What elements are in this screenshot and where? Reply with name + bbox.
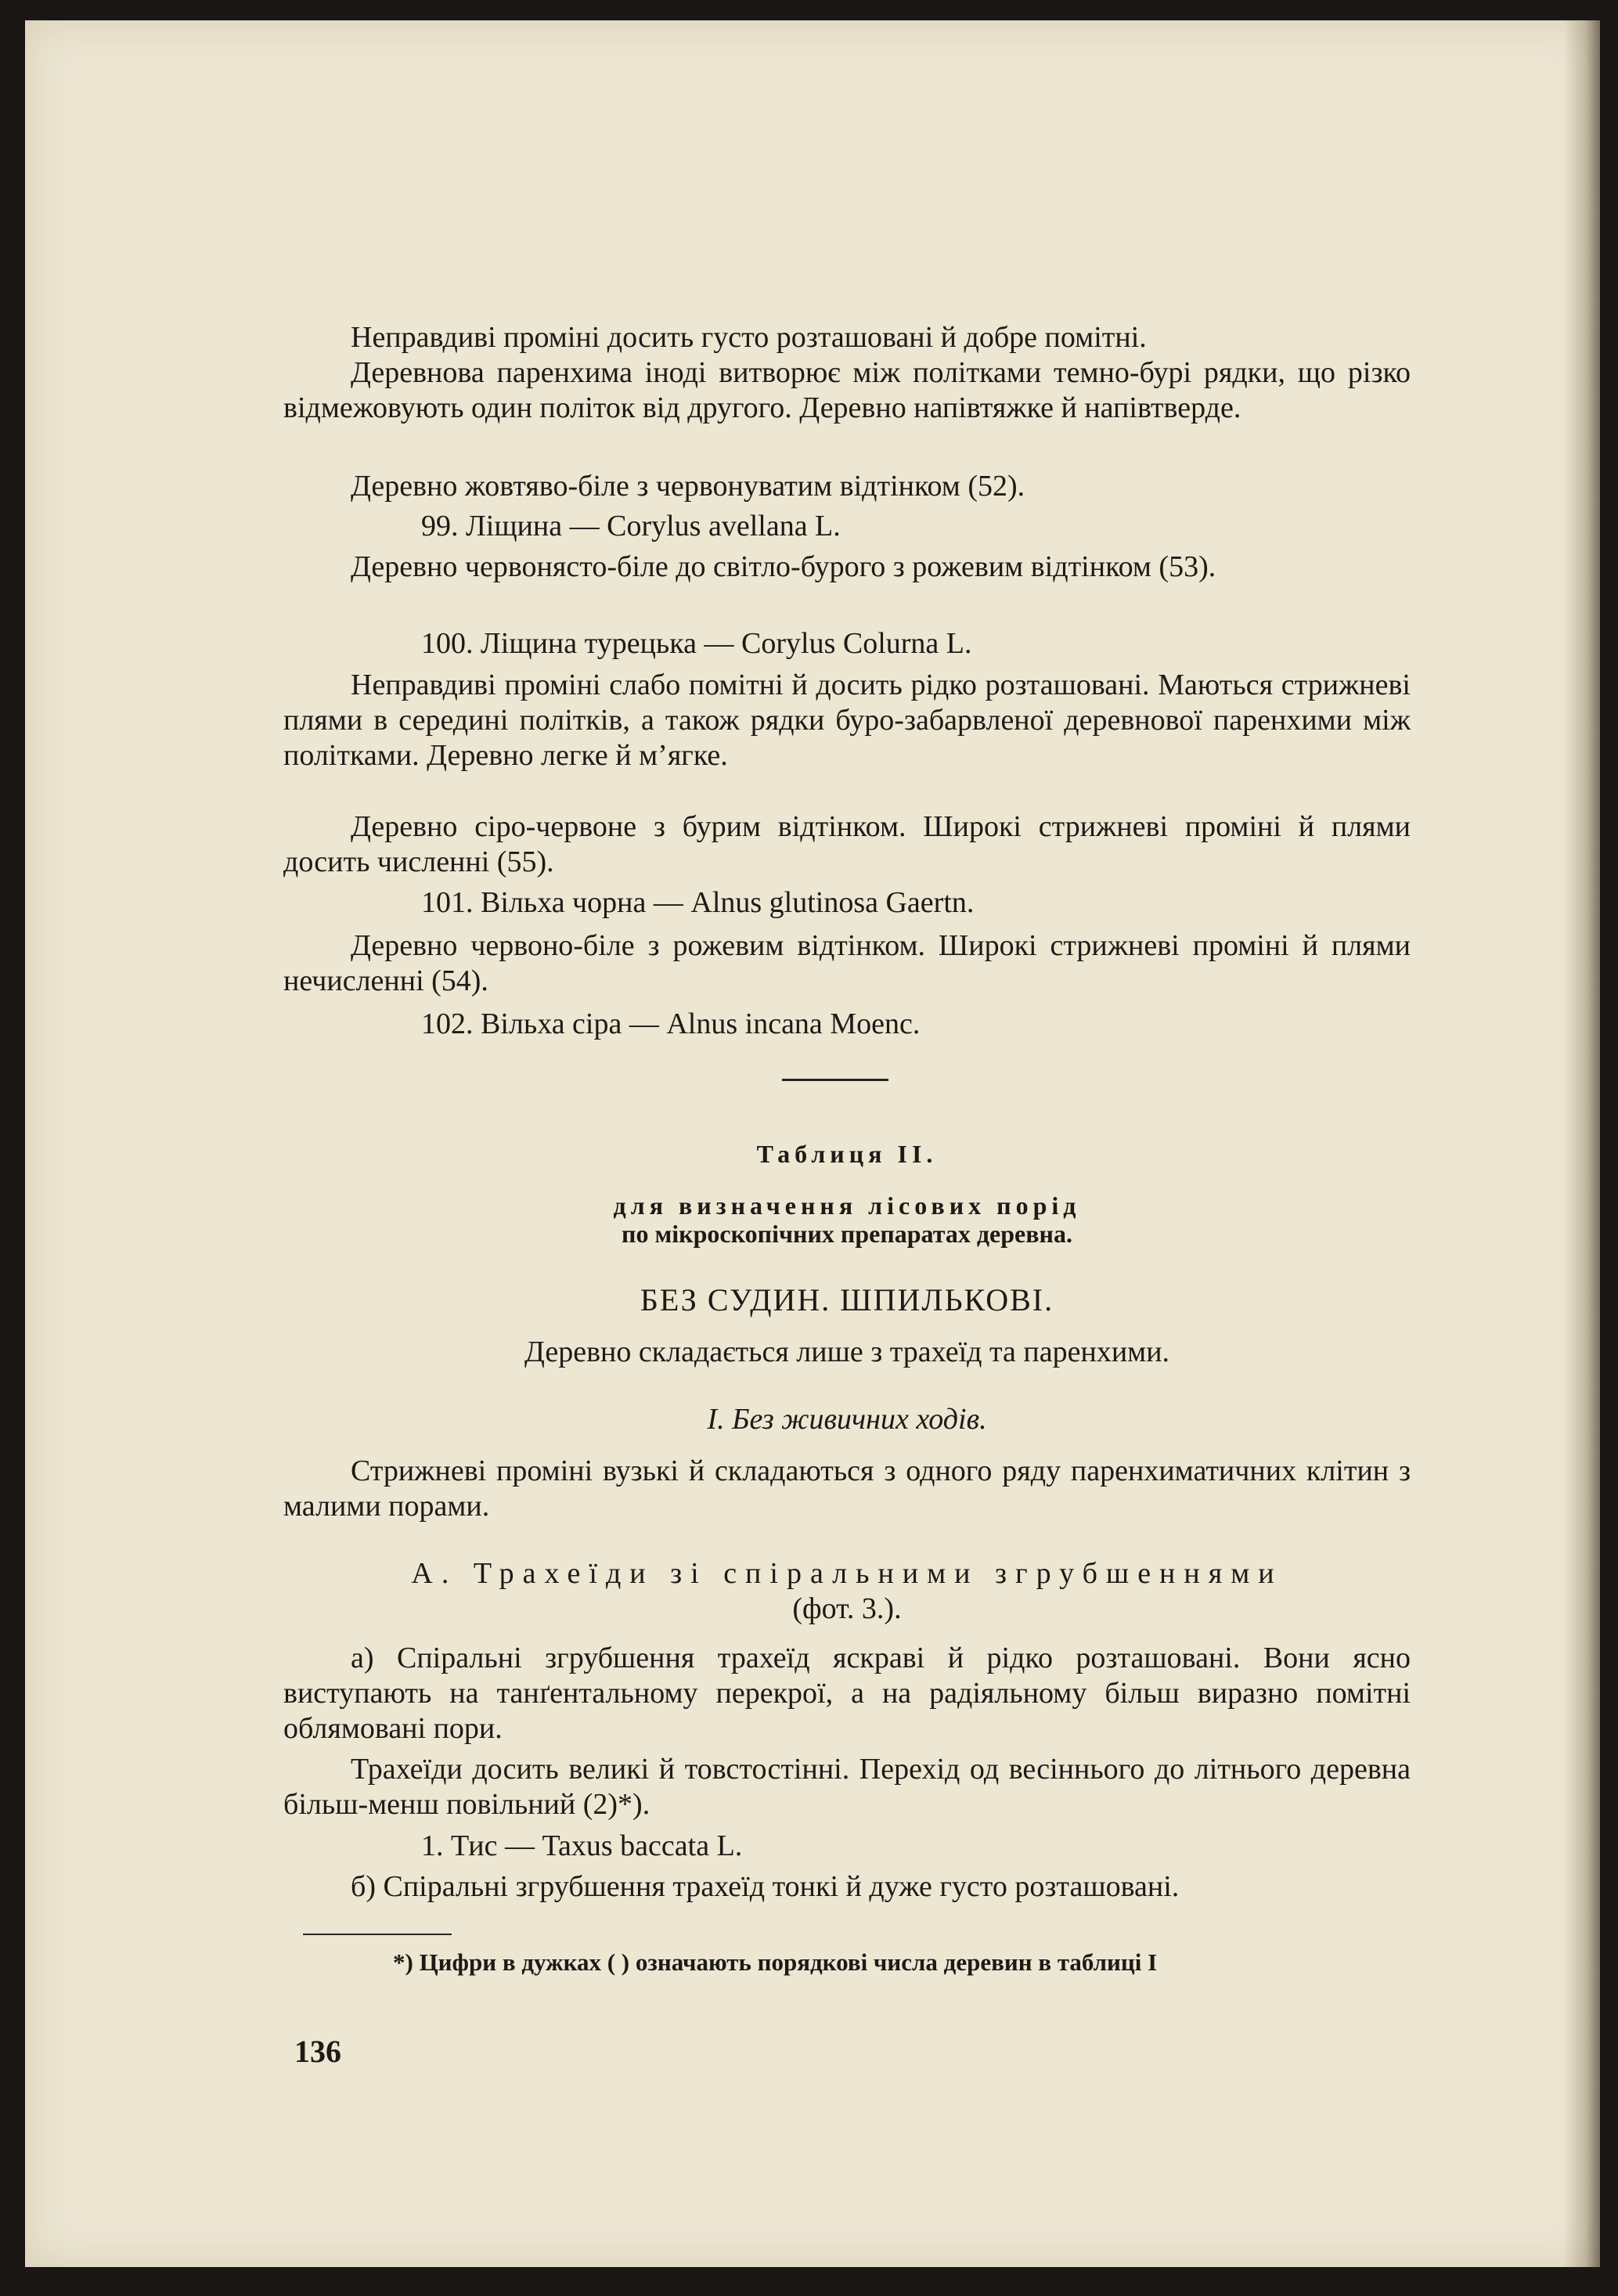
paragraph-tracheids: Трахеїди досить великі й товстостінні. Перехід од весіннього до літнього деревна більш-менш повільний (2)*). bbox=[283, 1753, 1411, 1821]
paragraph-wood-color-52: Деревно жовтяво-біле з червонуватим відтінком (52). bbox=[351, 470, 1025, 503]
page-number: 136 bbox=[294, 2034, 341, 2069]
entry-100: 100. Ліщина турецька — Corylus Colurna L. bbox=[421, 627, 972, 660]
heading-sub: Деревно складається лише з трахеїд та паренхими. bbox=[524, 1335, 1170, 1368]
paragraph-wood-color-54: Деревно червоно-біле з рожевим відтінком. Широкі стрижневі проміні й плями нечисленні (54). bbox=[283, 929, 1411, 997]
paragraph-wood-color-55: Деревно сіро-червоне з бурим відтінком. Широкі стрижневі проміні й плями досить численні (55). bbox=[283, 810, 1411, 878]
entry-101: 101. Вільха чорна — Alnus glutinosa Gaertn. bbox=[421, 886, 975, 919]
paragraph-a-spiral: а) Спіральні згрубшення трахеїд яскраві й рідко розташовані. Вони ясно виступають на танґентальному перекрої, а на радіяльному більш виразно помітні облямовані пори. bbox=[283, 1642, 1411, 1745]
paragraph-false-rays: Неправдиві проміні досить густо розташовані й добре помітні. bbox=[351, 321, 1147, 354]
heading-main: БЕЗ СУДИН. ШПИЛЬКОВІ. bbox=[640, 1282, 1054, 1317]
table-title: Таблиця II. bbox=[756, 1140, 938, 1168]
footnote-rule bbox=[303, 1934, 452, 1935]
entry-102: 102. Вільха сіра — Alnus incana Moenc. bbox=[421, 1007, 921, 1040]
section-A-photo-ref: (фот. 3.). bbox=[792, 1592, 902, 1625]
table-subtitle-2: по мікроскопічних препаратах деревна. bbox=[622, 1220, 1072, 1248]
page-spine-shadow bbox=[1564, 20, 1600, 2267]
section-divider bbox=[782, 1079, 888, 1081]
section-A-heading: А. Трахеїди зі спіральними згрубшеннями bbox=[411, 1557, 1283, 1590]
paragraph-parenchyma: Деревнова паренхима іноді витворює між політками темно-бурі рядки, що різко відмежовують один політок від другого. Деревно напівтяжке й напівтверде. bbox=[283, 356, 1411, 424]
section-I-heading: I. Без живичних ходів. bbox=[707, 1403, 987, 1436]
paragraph-rays-narrow: Стрижневі проміні вузькі й складаються з одного ряду паренхиматичних клітин з малими порами. bbox=[283, 1454, 1411, 1523]
paragraph-b-spiral: б) Спіральні згрубшення трахеїд тонкі й дуже густо розташовані. bbox=[351, 1870, 1180, 1903]
book-page bbox=[25, 20, 1600, 2267]
paragraph-false-rays-weak: Неправдиві проміні слабо помітні й досить рідко розташовані. Маються стрижневі плями в середині політків, а також рядки буро-забарвленої деревнової паренхими між політками. Деревно легке й м’ягке. bbox=[283, 669, 1411, 772]
footnote: *) Цифри в дужках ( ) означають порядкові числа деревин в таблиці I bbox=[393, 1948, 1158, 1976]
paragraph-wood-color-53: Деревно червонясто-біле до світло-бурого з рожевим відтінком (53). bbox=[351, 550, 1216, 583]
table-subtitle-1: для визначення лісових порід bbox=[613, 1191, 1081, 1220]
entry-99: 99. Ліщина — Corylus avellana L. bbox=[421, 510, 841, 542]
entry-1-taxus: 1. Тис — Taxus baccata L. bbox=[421, 1829, 743, 1862]
